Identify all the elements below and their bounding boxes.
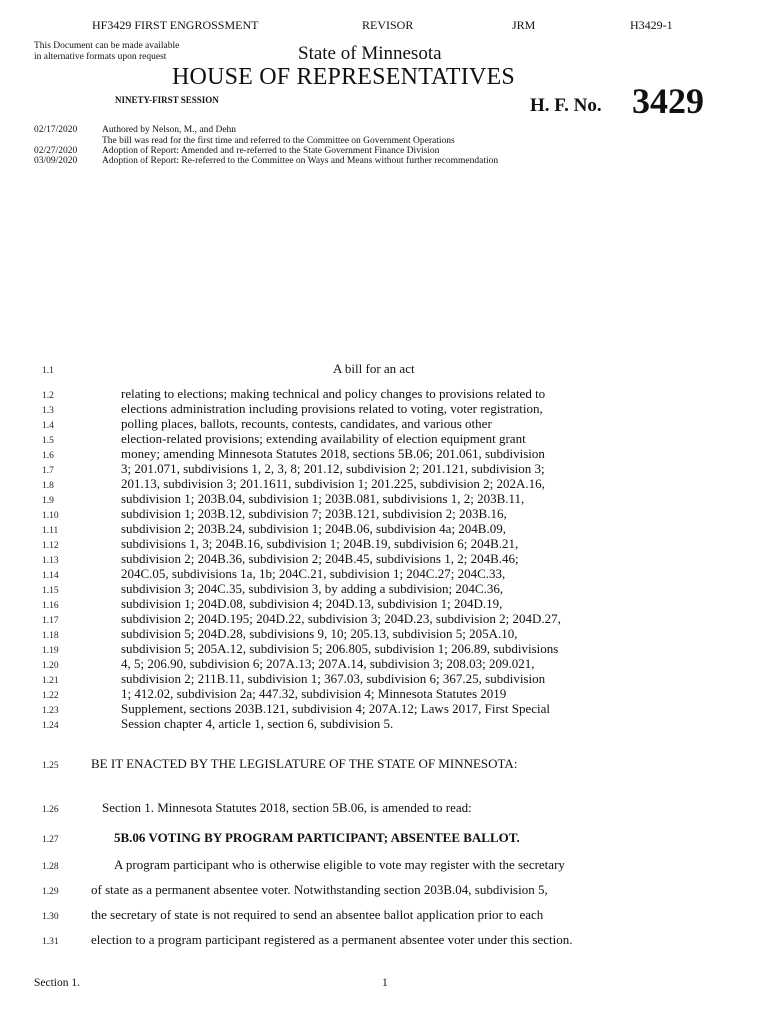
header-doc-id: HF3429 FIRST ENGROSSMENT: [92, 18, 259, 32]
description-line: subdivision 5; 204D.28, subdivisions 9, 10; 205.13, subdivision 5; 205A.10,: [121, 626, 518, 641]
description-line: subdivision 1; 204D.08, subdivision 4; 204D.13, subdivision 1; 204D.19,: [121, 596, 503, 611]
description-line: 3; 201.071, subdivisions 1, 2, 3, 8; 201.12, subdivision 2; 201.121, subdivision 3;: [121, 461, 545, 476]
action-date: 02/27/2020: [34, 146, 78, 156]
line-number: 1.1: [42, 366, 54, 376]
description-line: relating to elections; making technical and policy changes to provisions related to: [121, 386, 546, 401]
hf-label: H. F. No.: [530, 95, 602, 116]
line-number: 1.14: [42, 571, 59, 581]
line-number: 1.8: [42, 481, 54, 491]
line-number: 1.27: [42, 835, 59, 845]
description-line: money; amending Minnesota Statutes 2018, sections 5B.06; 201.061, subdivision: [121, 446, 545, 461]
line-number: 1.31: [42, 937, 59, 947]
line-number: 1.20: [42, 661, 59, 671]
line-number: 1.12: [42, 541, 59, 551]
action-text: Adoption of Report: Re-referred to the Committee on Ways and Means without further recommendation: [102, 156, 499, 166]
section-body-line: of state as a permanent absentee voter. Notwithstanding section 203B.04, subdivision 5,: [91, 882, 548, 897]
description-line: 204C.05, subdivisions 1a, 1b; 204C.21, subdivision 1; 204C.27; 204C.33,: [121, 566, 506, 581]
line-number: 1.3: [42, 406, 54, 416]
line-number: 1.15: [42, 586, 59, 596]
line-number: 1.19: [42, 646, 59, 656]
action-text: The bill was read for the first time and referred to the Committee on Government Operations: [102, 136, 455, 146]
line-number: 1.9: [42, 496, 54, 506]
description-line: subdivision 2; 204D.195; 204D.22, subdivision 3; 204D.23, subdivision 2; 204D.27,: [121, 611, 561, 626]
line-number: 1.2: [42, 391, 54, 401]
line-number: 1.29: [42, 887, 59, 897]
line-number: 1.13: [42, 556, 59, 566]
line-number: 1.17: [42, 616, 59, 626]
line-number: 1.18: [42, 631, 59, 641]
description-line: 201.13, subdivision 3; 201.1611, subdivision 1; 201.225, subdivision 2; 202A.16,: [121, 476, 545, 491]
line-number: 1.28: [42, 862, 59, 872]
description-line: 1; 412.02, subdivision 2a; 447.32, subdivision 4; Minnesota Statutes 2019: [121, 686, 507, 701]
action-date: 03/09/2020: [34, 156, 78, 166]
description-line: subdivision 2; 211B.11, subdivision 1; 367.03, subdivision 6; 367.25, subdivision: [121, 671, 546, 686]
description-line: subdivision 1; 203B.04, subdivision 1; 203B.081, subdivisions 1, 2; 203B.11,: [121, 491, 525, 506]
notice-line: in alternative formats upon request: [34, 52, 167, 62]
section-body-line: election to a program participant registered as a permanent absentee voter under this section.: [91, 932, 573, 947]
line-number: 1.6: [42, 451, 54, 461]
line-number: 1.22: [42, 691, 59, 701]
description-line: Session chapter 4, article 1, section 6, subdivision 5.: [121, 716, 394, 731]
description-line: subdivisions 1, 3; 204B.16, subdivision 1; 204B.19, subdivision 6; 204B.21,: [121, 536, 519, 551]
line-number: 1.26: [42, 805, 59, 815]
section-heading: 5B.06 VOTING BY PROGRAM PARTICIPANT; ABSENTEE BALLOT.: [114, 830, 520, 845]
enacting-clause: BE IT ENACTED BY THE LEGISLATURE OF THE STATE OF MINNESOTA:: [91, 756, 518, 771]
header-doc-code: H3429-1: [630, 18, 673, 32]
description-line: Supplement, sections 203B.121, subdivision 4; 207A.12; Laws 2017, First Special: [121, 701, 550, 716]
hf-number: 3429: [632, 81, 704, 121]
alternative-format-notice: [34, 41, 179, 63]
description-line: subdivision 5; 205A.12, subdivision 5; 206.805, subdivision 1; 206.89, subdivisions: [121, 641, 559, 656]
action-text: Authored by Nelson, M., and Dehn: [102, 125, 237, 135]
chamber-title: HOUSE OF REPRESENTATIVES: [172, 64, 515, 90]
line-number: 1.16: [42, 601, 59, 611]
header-revisor-initials: JRM: [512, 18, 536, 32]
line-number: 1.25: [42, 761, 59, 771]
description-line: election-related provisions; extending availability of election equipment grant: [121, 431, 526, 446]
line-number: 1.11: [42, 526, 59, 536]
header-revisor-label: REVISOR: [362, 18, 414, 32]
line-number: 1.10: [42, 511, 59, 521]
line-number: 1.4: [42, 421, 54, 431]
line-number: 1.7: [42, 466, 54, 476]
description-line: subdivision 2; 203B.24, subdivision 1; 204B.06, subdivision 4a; 204B.09,: [121, 521, 506, 536]
state-title: State of Minnesota: [298, 43, 442, 64]
footer-section: Section 1.: [34, 977, 80, 989]
line-number: 1.21: [42, 676, 59, 686]
page-number: 1: [382, 977, 388, 989]
section-body-line: A program participant who is otherwise eligible to vote may register with the secretary: [114, 857, 565, 872]
line-number: 1.30: [42, 912, 59, 922]
section-intro: Section 1. Minnesota Statutes 2018, section 5B.06, is amended to read:: [102, 800, 472, 815]
description-line: subdivision 1; 203B.12, subdivision 7; 203B.121, subdivision 2; 203B.16,: [121, 506, 507, 521]
session-label: NINETY-FIRST SESSION: [115, 95, 219, 105]
bill-title: A bill for an act: [333, 361, 415, 376]
line-number: 1.24: [42, 721, 59, 731]
line-number: 1.23: [42, 706, 59, 716]
description-line: elections administration including provisions related to voting, voter registration,: [121, 401, 543, 416]
description-line: polling places, ballots, recounts, contests, candidates, and various other: [121, 416, 492, 431]
description-line: subdivision 3; 204C.35, subdivision 3, by adding a subdivision; 204C.36,: [121, 581, 504, 596]
description-line: subdivision 2; 204B.36, subdivision 2; 204B.45, subdivisions 1, 2; 204B.46;: [121, 551, 519, 566]
line-number: 1.5: [42, 436, 54, 446]
notice-line: This Document can be made available: [34, 41, 180, 51]
action-date: 02/17/2020: [34, 125, 78, 135]
section-body-line: the secretary of state is not required to send an absentee ballot application prior to each: [91, 907, 544, 922]
description-line: 4, 5; 206.90, subdivision 6; 207A.13; 207A.14, subdivision 3; 208.03; 209.021,: [121, 656, 535, 671]
action-text: Adoption of Report: Amended and re-referred to the State Government Finance Division: [102, 146, 440, 156]
